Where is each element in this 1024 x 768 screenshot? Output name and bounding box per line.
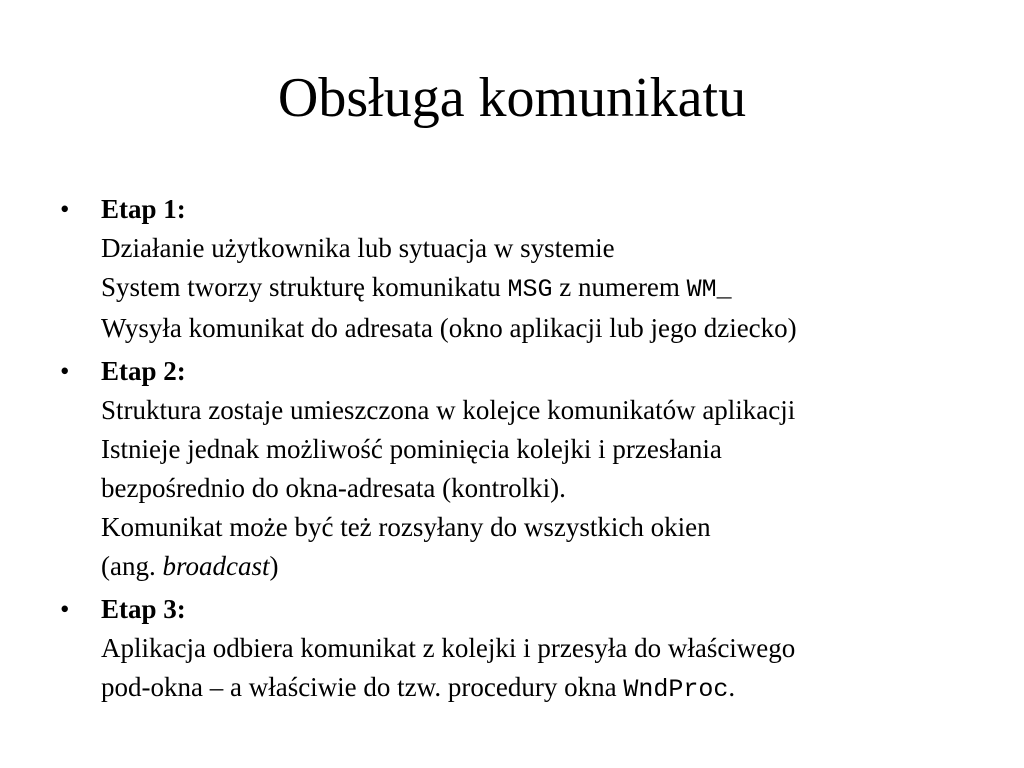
stage-3-line-2-text-b: . [728, 672, 736, 702]
bullet-stage-3 [56, 590, 1006, 709]
stage-1-heading: Etap 1: [101, 194, 186, 224]
stage-2-line-5-text-b: ) [269, 551, 279, 581]
stage-3-line-2 [101, 668, 1006, 709]
code-wndproc: WndProc [623, 675, 729, 704]
code-wm-prefix: WM_ [686, 275, 732, 304]
bullet-list [56, 190, 1006, 713]
bullet-dot-icon: • [60, 356, 70, 386]
bullet-dot-icon: • [60, 594, 70, 624]
stage-2-line-5 [101, 547, 1006, 586]
slide-title: Obsługa komunikatu [277, 67, 747, 129]
broadcast-term: broadcast [162, 551, 270, 581]
bullet-stage-2 [56, 352, 1006, 586]
stage-2-line-3: bezpośrednio do okna-adresata (kontrolki). [101, 473, 566, 503]
stage-3-line-2-text-a: pod-okna – a właściwie do tzw. procedury okna [101, 672, 624, 702]
bullet-stage-1 [56, 190, 1006, 348]
stage-1-line-2-text-b: z numerem [552, 272, 687, 302]
stage-1-line-3: Wysyła komunikat do adresata (okno aplikacji lub jego dziecko) [101, 313, 797, 343]
stage-2-line-2: Istnieje jednak możliwość pominięcia kolejki i przesłania [101, 434, 722, 464]
stage-1-line-2-text-a: System tworzy strukturę komunikatu [101, 272, 508, 302]
stage-2-heading: Etap 2: [101, 356, 186, 386]
stage-3-line-1: Aplikacja odbiera komunikat z kolejki i przesyła do właściwego [101, 633, 796, 663]
stage-1-line-1: Działanie użytkownika lub sytuacja w systemie [101, 233, 615, 263]
stage-2-line-1: Struktura zostaje umieszczona w kolejce komunikatów aplikacji [101, 395, 796, 425]
stage-1-line-2 [101, 268, 1006, 309]
stage-3-heading: Etap 3: [101, 594, 186, 624]
stage-2-line-4: Komunikat może być też rozsyłany do wszystkich okien [101, 512, 711, 542]
bullet-dot-icon: • [60, 194, 70, 224]
stage-2-line-5-text-a: (ang. [101, 551, 163, 581]
code-msg: MSG [507, 275, 553, 304]
